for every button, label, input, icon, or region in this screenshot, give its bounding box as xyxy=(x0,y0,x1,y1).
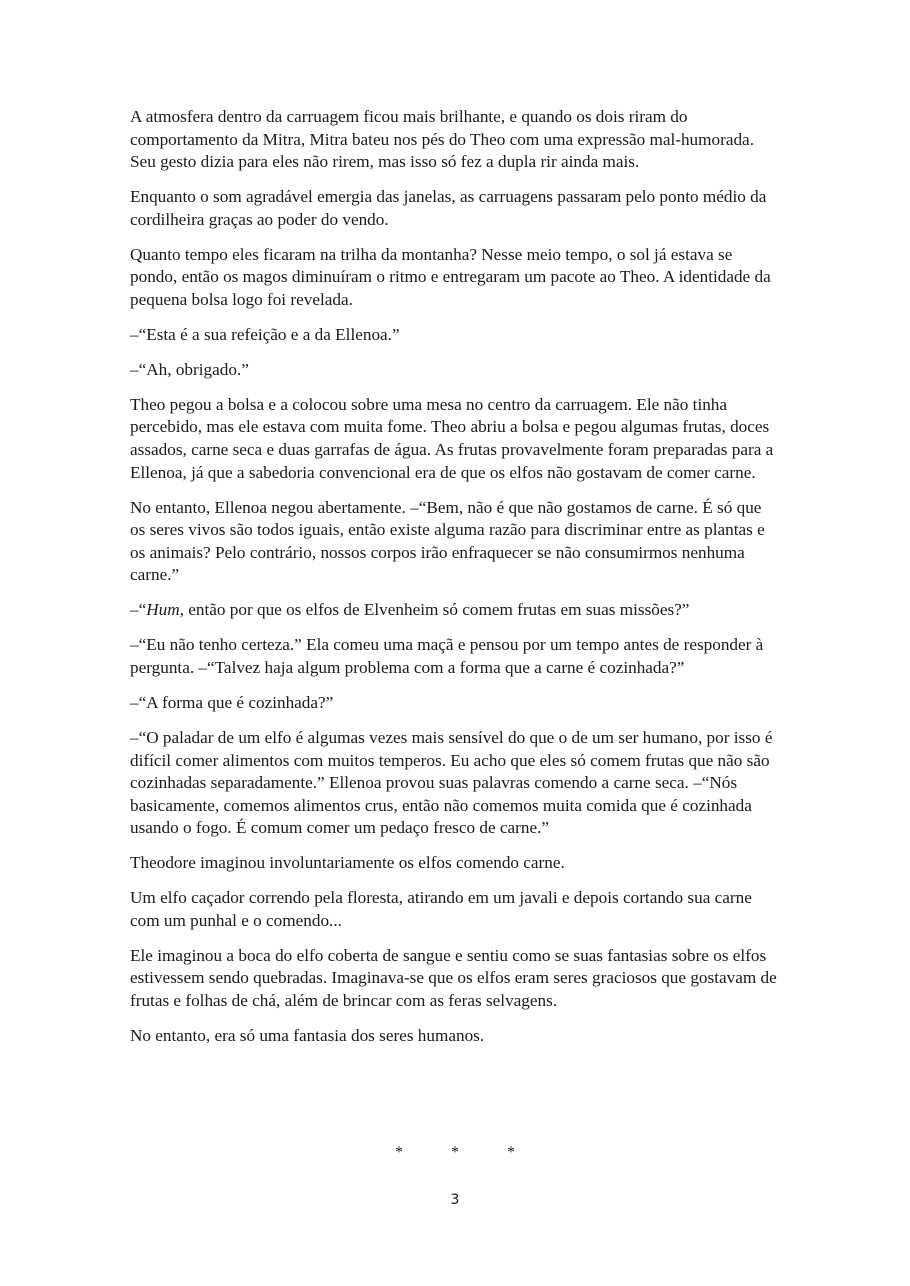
paragraph-7: No entanto, Ellenoa negou abertamente. –“Bem, não é que não gostamos de carne. É só que os seres vivos são todos iguais, então existe alguma razão para discriminar entre as plantas e os animais? Pelo contrário, nossos corpos irão enfraquecer se não consumirmos nenhuma carne.” xyxy=(130,497,765,585)
paragraph-8-prefix: –“ xyxy=(130,600,147,620)
paragraph-8-italic: Hum xyxy=(146,600,180,620)
paragraph-11: –“O paladar de um elfo é algumas vezes mais sensível do que o de um ser humano, por isso é difícil comer alimentos com muitos temperos. Eu acho que eles só comem frutas que não são cozinhadas separadamente.” Ellenoa provou suas palavras comendo a carne seca. –“Nós basicamente, comemos alimentos crus, então não comemos muita comida que é cozinhada usando o fogo. É comum comer um pedaço fresco de carne.” xyxy=(130,727,773,838)
paragraph-6: Theo pegou a bolsa e a colocou sobre uma mesa no centro da carruagem. Ele não tinha percebido, mas ele estava com muita fome. Theo abriu a bolsa e pegou algumas frutas, doces assados, carne seca e duas garrafas de água. As frutas provavelmente foram preparadas para a Ellenoa, já que a sabedoria convencional era de que os elfos não gostavam de comer carne. xyxy=(130,394,774,482)
paragraph-4: –“Esta é a sua refeição e a da Ellenoa.” xyxy=(130,324,400,344)
scene-separator: * * * xyxy=(395,1144,537,1161)
paragraph-12: Theodore imaginou involuntariamente os elfos comendo carne. xyxy=(130,853,565,873)
paragraph-15: No entanto, era só uma fantasia dos seres humanos. xyxy=(130,1026,485,1046)
paragraph-8-suffix: , então por que os elfos de Elvenheim só comem frutas em suas missões?” xyxy=(179,600,690,620)
paragraph-3: Quanto tempo eles ficaram na trilha da montanha? Nesse meio tempo, o sol já estava se pondo, então os magos diminuíram o ritmo e entregaram um pacote ao Theo. A identidade da pequena bolsa logo foi revelada. xyxy=(130,244,771,309)
paragraph-2: Enquanto o som agradável emergia das janelas, as carruagens passaram pelo ponto médio da cordilheira graças ao poder do vendo. xyxy=(130,187,767,229)
paragraph-9: –“Eu não tenho certeza.” Ela comeu uma maçã e pensou por um tempo antes de responder à pergunta. –“Talvez haja algum problema com a forma que a carne é cozinhada?” xyxy=(130,635,764,677)
paragraph-13: Um elfo caçador correndo pela floresta, atirando em um javali e depois cortando sua carne com um punhal e o comendo... xyxy=(130,888,752,930)
body-text xyxy=(130,106,780,1060)
paragraph-8 xyxy=(130,599,780,622)
page-number: 3 xyxy=(450,1192,460,1208)
paragraph-5: –“Ah, obrigado.” xyxy=(130,359,249,379)
paragraph-10: –“A forma que é cozinhada?” xyxy=(130,692,334,712)
paragraph-14: Ele imaginou a boca do elfo coberta de sangue e sentiu como se suas fantasias sobre os elfos estivessem sendo quebradas. Imaginava-se que os elfos eram seres graciosos que gostavam de frutas e folhas de chá, além de brincar com as feras selvagens. xyxy=(130,945,777,1011)
paragraph-1: A atmosfera dentro da carruagem ficou mais brilhante, e quando os dois riram do comportamento da Mitra, Mitra bateu nos pés do Theo com uma expressão mal-humorada. Seu gesto dizia para eles não rirem, mas isso só fez a dupla rir ainda mais. xyxy=(130,107,754,172)
